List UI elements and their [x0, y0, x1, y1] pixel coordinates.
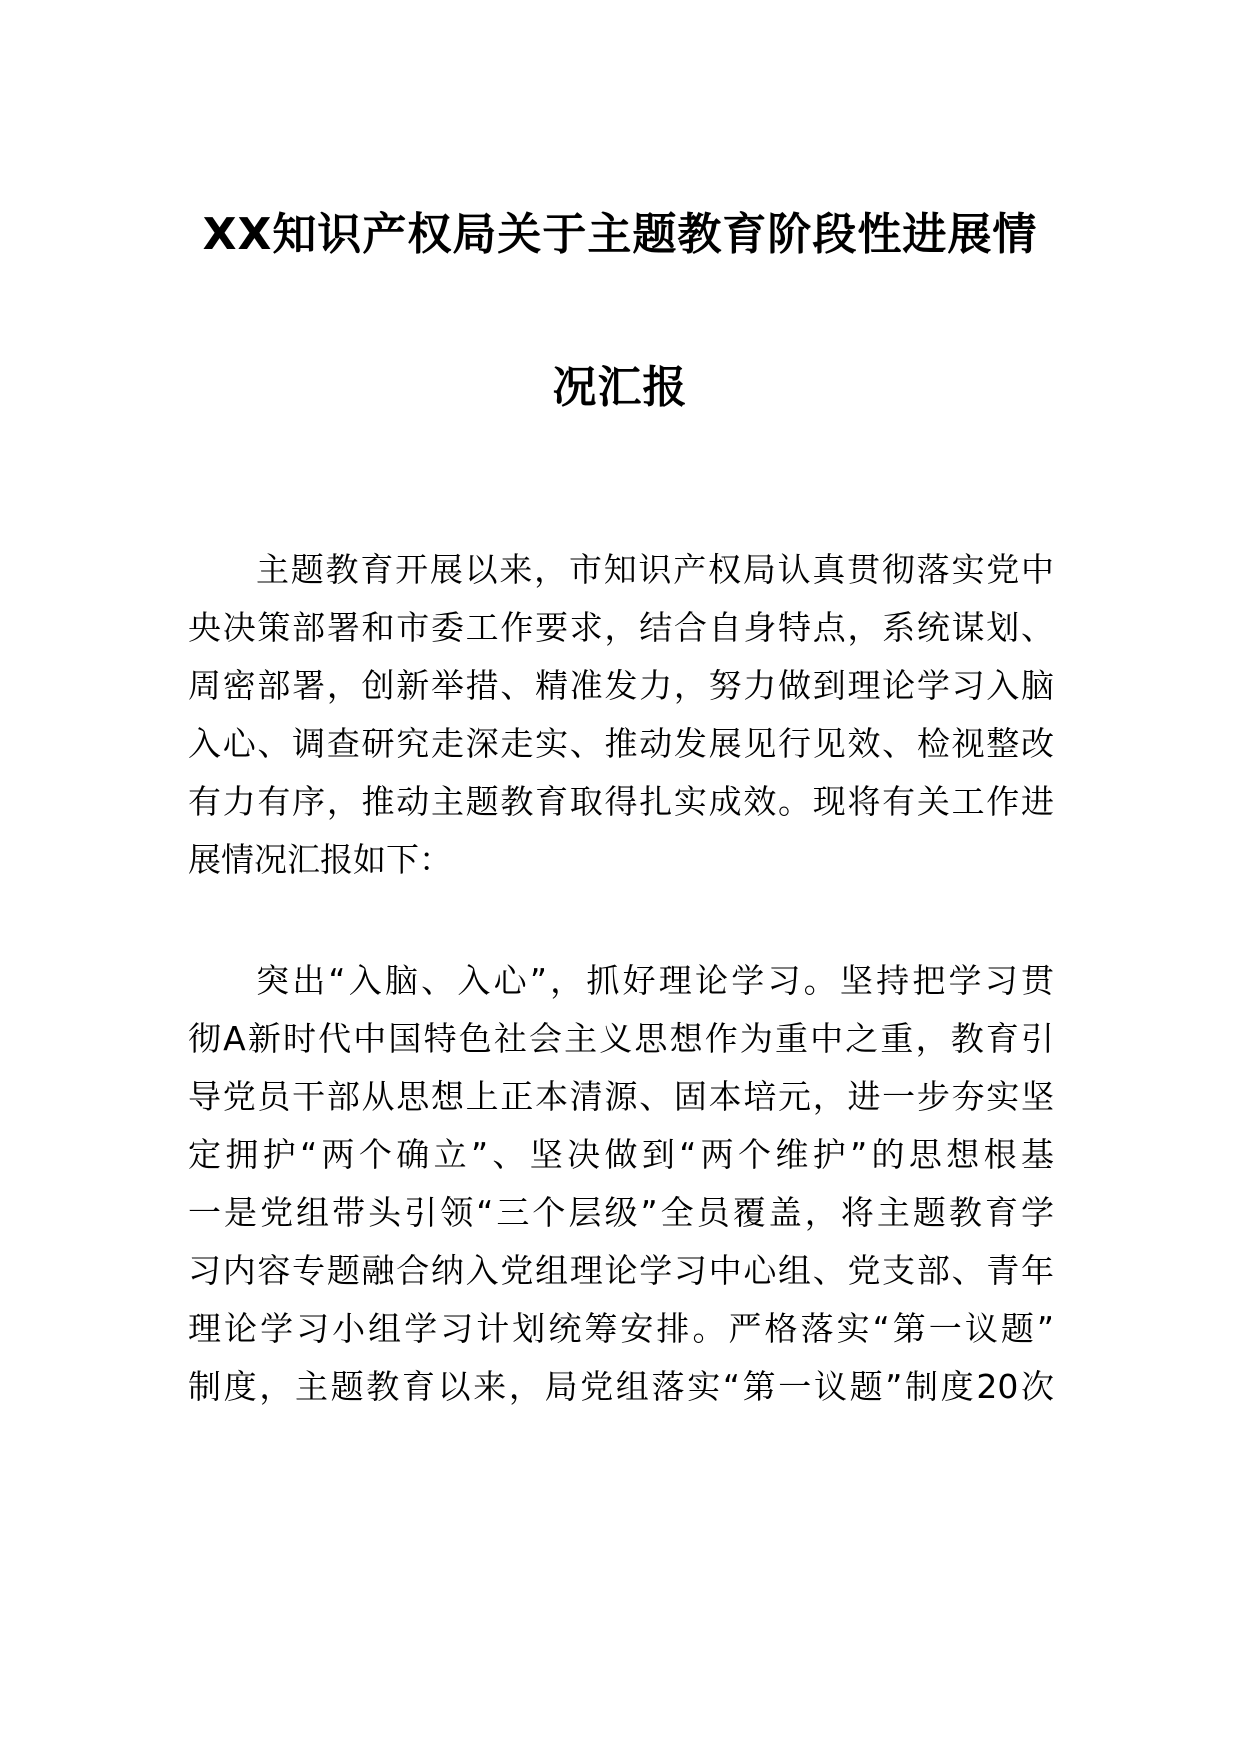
- paragraph-1-line-5: 有力有序，推动主题教育取得扎实成效。现将有关工作进: [188, 782, 1054, 821]
- paragraph-2-line-5: 一是党组带头引领“三个层级”全员覆盖，将主题教育学: [188, 1193, 1054, 1232]
- paragraph-2-line-2: 彻A新时代中国特色社会主义思想作为重中之重，教育引: [188, 1019, 1054, 1058]
- paragraph-2-line-8: 制度，主题教育以来，局党组落实“第一议题”制度20次: [188, 1367, 1054, 1406]
- paragraph-2-line-3: 导党员干部从思想上正本清源、固本培元，进一步夯实坚: [188, 1077, 1054, 1116]
- paragraph-2-line-1: 突出“入脑、入心”，抓好理论学习。坚持把学习贯: [256, 961, 1054, 1000]
- document-title-line-1: XX知识产权局关于主题教育阶段性进展情: [202, 209, 1038, 260]
- document-title-line-2: 况汇报: [552, 362, 688, 413]
- paragraph-1-line-2: 央决策部署和市委工作要求，结合自身特点，系统谋划、: [188, 608, 1054, 647]
- paragraph-1-line-1: 主题教育开展以来，市知识产权局认真贯彻落实党中: [256, 550, 1054, 589]
- paragraph-1-line-6: 展情况汇报如下：: [188, 840, 452, 879]
- paragraph-2-line-6: 习内容专题融合纳入党组理论学习中心组、党支部、青年: [188, 1251, 1054, 1290]
- paragraph-1-line-4: 入心、调查研究走深走实、推动发展见行见效、检视整改: [188, 724, 1054, 763]
- paragraph-2-line-7: 理论学习小组学习计划统筹安排。严格落实“第一议题”: [188, 1309, 1054, 1348]
- paragraph-2-line-4: 定拥护“两个确立”、坚决做到“两个维护”的思想根基: [188, 1135, 1054, 1174]
- paragraph-1-line-3: 周密部署，创新举措、精准发力，努力做到理论学习入脑: [188, 666, 1054, 705]
